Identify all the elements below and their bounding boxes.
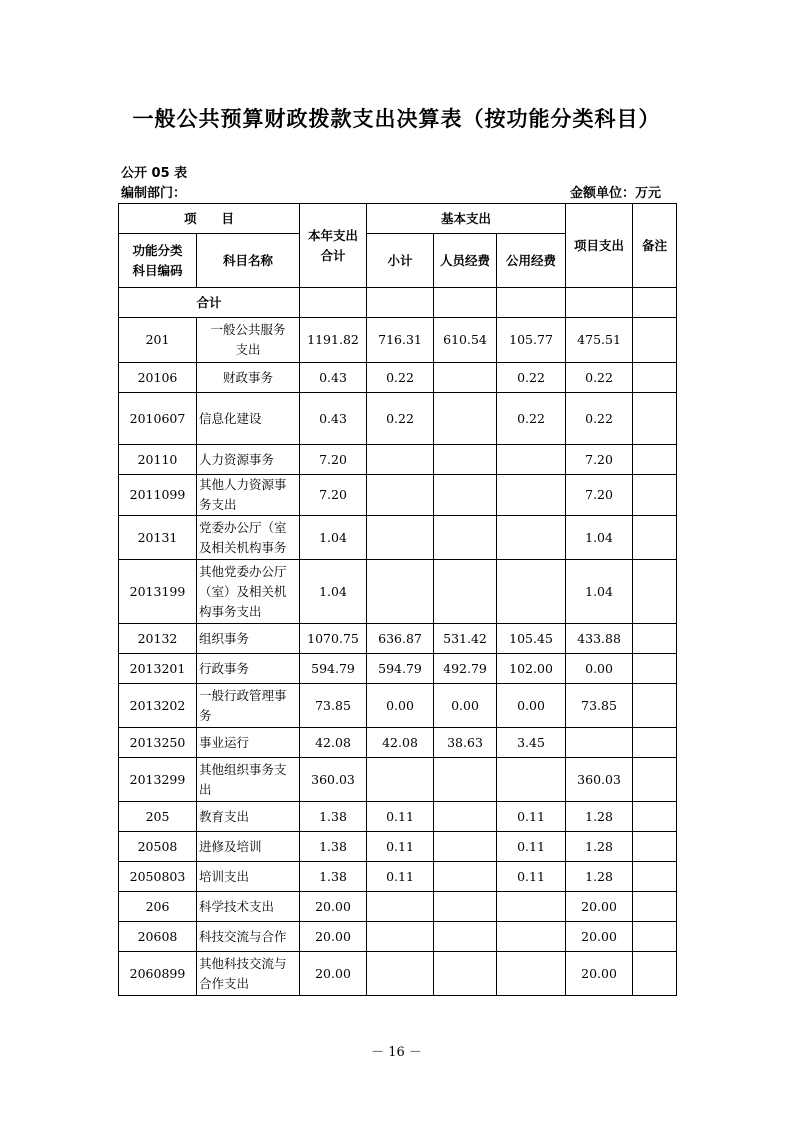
row-total: 20.00 bbox=[300, 892, 367, 922]
row-name: 其他人力资源事 务支出 bbox=[197, 475, 300, 516]
row-public-funds bbox=[497, 445, 566, 475]
table-row bbox=[119, 892, 677, 922]
row-public-funds bbox=[497, 922, 566, 952]
table-row bbox=[119, 475, 677, 516]
row-personnel: 531.42 bbox=[434, 624, 497, 654]
row-subtotal: 636.87 bbox=[367, 624, 434, 654]
total-cell bbox=[497, 288, 566, 318]
header-public-funds: 公用经费 bbox=[497, 234, 566, 288]
row-subtotal: 42.08 bbox=[367, 728, 434, 758]
row-total: 1.04 bbox=[300, 560, 367, 624]
row-project: 1.28 bbox=[566, 862, 633, 892]
row-total: 360.03 bbox=[300, 758, 367, 802]
row-total: 0.43 bbox=[300, 393, 367, 445]
row-project: 1.04 bbox=[566, 560, 633, 624]
row-project: 475.51 bbox=[566, 318, 633, 363]
row-personnel: 0.00 bbox=[434, 684, 497, 728]
header-row-1 bbox=[119, 204, 677, 234]
header-remarks: 备注 bbox=[633, 204, 677, 288]
row-public-funds: 105.45 bbox=[497, 624, 566, 654]
row-subtotal: 594.79 bbox=[367, 654, 434, 684]
row-total: 42.08 bbox=[300, 728, 367, 758]
row-project: 360.03 bbox=[566, 758, 633, 802]
row-public-funds bbox=[497, 560, 566, 624]
total-cell bbox=[566, 288, 633, 318]
row-code: 2050803 bbox=[119, 862, 197, 892]
unit-label: 金额单位：万元 bbox=[570, 186, 662, 201]
row-personnel: 610.54 bbox=[434, 318, 497, 363]
row-project: 7.20 bbox=[566, 445, 633, 475]
row-total: 20.00 bbox=[300, 952, 367, 996]
header-code: 功能分类 科目编码 bbox=[119, 234, 197, 288]
row-total: 594.79 bbox=[300, 654, 367, 684]
row-remark bbox=[633, 445, 677, 475]
total-cell bbox=[633, 288, 677, 318]
row-code: 205 bbox=[119, 802, 197, 832]
header-total: 本年支出 合计 bbox=[300, 204, 367, 288]
row-code: 2060899 bbox=[119, 952, 197, 996]
prepared-by-label: 编制部门： bbox=[121, 186, 187, 201]
row-total: 1.04 bbox=[300, 516, 367, 560]
row-code: 2011099 bbox=[119, 475, 197, 516]
row-project: 0.22 bbox=[566, 363, 633, 393]
row-code: 20131 bbox=[119, 516, 197, 560]
table-row bbox=[119, 758, 677, 802]
total-row bbox=[119, 288, 677, 318]
row-remark bbox=[633, 318, 677, 363]
row-total: 1070.75 bbox=[300, 624, 367, 654]
row-code: 2013199 bbox=[119, 560, 197, 624]
row-subtotal: 0.00 bbox=[367, 684, 434, 728]
table-number: 公开 05 表 bbox=[121, 166, 188, 181]
row-project: 1.04 bbox=[566, 516, 633, 560]
header-personnel: 人员经费 bbox=[434, 234, 497, 288]
table-row bbox=[119, 684, 677, 728]
table-row bbox=[119, 560, 677, 624]
page-title: 一般公共预算财政拨款支出决算表（按功能分类科目） bbox=[132, 107, 661, 131]
row-remark bbox=[633, 832, 677, 862]
row-remark bbox=[633, 684, 677, 728]
row-remark bbox=[633, 758, 677, 802]
table-row bbox=[119, 922, 677, 952]
row-remark bbox=[633, 393, 677, 445]
row-remark bbox=[633, 475, 677, 516]
row-remark bbox=[633, 922, 677, 952]
row-public-funds bbox=[497, 892, 566, 922]
row-project: 0.22 bbox=[566, 393, 633, 445]
row-name: 进修及培训 bbox=[197, 832, 300, 862]
row-name: 信息化建设 bbox=[197, 393, 300, 445]
row-remark bbox=[633, 624, 677, 654]
table-row bbox=[119, 654, 677, 684]
page-number: － 16 － bbox=[371, 1045, 422, 1060]
row-code: 20508 bbox=[119, 832, 197, 862]
row-project: 73.85 bbox=[566, 684, 633, 728]
table-row bbox=[119, 624, 677, 654]
row-name: 一般公共服务 支出 bbox=[197, 318, 300, 363]
row-project: 1.28 bbox=[566, 802, 633, 832]
row-remark bbox=[633, 892, 677, 922]
row-code: 2013201 bbox=[119, 654, 197, 684]
row-personnel bbox=[434, 758, 497, 802]
row-public-funds bbox=[497, 516, 566, 560]
row-public-funds: 0.11 bbox=[497, 832, 566, 862]
table-row bbox=[119, 363, 677, 393]
row-project: 7.20 bbox=[566, 475, 633, 516]
row-project: 20.00 bbox=[566, 892, 633, 922]
row-total: 1.38 bbox=[300, 862, 367, 892]
row-personnel bbox=[434, 560, 497, 624]
row-total: 1.38 bbox=[300, 832, 367, 862]
row-name: 培训支出 bbox=[197, 862, 300, 892]
row-subtotal bbox=[367, 892, 434, 922]
row-public-funds bbox=[497, 952, 566, 996]
header-name: 科目名称 bbox=[197, 234, 300, 288]
row-personnel bbox=[434, 445, 497, 475]
row-total: 20.00 bbox=[300, 922, 367, 952]
row-personnel: 38.63 bbox=[434, 728, 497, 758]
row-subtotal bbox=[367, 560, 434, 624]
row-name: 其他科技交流与 合作支出 bbox=[197, 952, 300, 996]
row-code: 2013202 bbox=[119, 684, 197, 728]
row-remark bbox=[633, 862, 677, 892]
table-row bbox=[119, 516, 677, 560]
row-total: 1.38 bbox=[300, 802, 367, 832]
row-code: 2013299 bbox=[119, 758, 197, 802]
row-name: 党委办公厅（室 及相关机构事务 bbox=[197, 516, 300, 560]
row-public-funds: 0.11 bbox=[497, 802, 566, 832]
row-code: 20110 bbox=[119, 445, 197, 475]
row-name: 其他组织事务支 出 bbox=[197, 758, 300, 802]
row-name: 教育支出 bbox=[197, 802, 300, 832]
row-name: 一般行政管理事 务 bbox=[197, 684, 300, 728]
row-code: 20132 bbox=[119, 624, 197, 654]
table-row bbox=[119, 832, 677, 862]
row-remark bbox=[633, 560, 677, 624]
row-code: 206 bbox=[119, 892, 197, 922]
row-remark bbox=[633, 654, 677, 684]
table-row bbox=[119, 728, 677, 758]
table-row bbox=[119, 802, 677, 832]
row-personnel bbox=[434, 393, 497, 445]
row-project: 20.00 bbox=[566, 952, 633, 996]
row-subtotal bbox=[367, 516, 434, 560]
total-label: 合计 bbox=[119, 288, 300, 318]
row-subtotal: 0.22 bbox=[367, 363, 434, 393]
row-subtotal: 0.11 bbox=[367, 832, 434, 862]
row-total: 73.85 bbox=[300, 684, 367, 728]
total-cell bbox=[434, 288, 497, 318]
row-name: 财政事务 bbox=[197, 363, 300, 393]
row-total: 7.20 bbox=[300, 475, 367, 516]
row-subtotal: 716.31 bbox=[367, 318, 434, 363]
total-cell bbox=[367, 288, 434, 318]
table-row bbox=[119, 393, 677, 445]
row-personnel bbox=[434, 862, 497, 892]
row-name: 人力资源事务 bbox=[197, 445, 300, 475]
row-name: 事业运行 bbox=[197, 728, 300, 758]
row-public-funds bbox=[497, 758, 566, 802]
row-code: 20106 bbox=[119, 363, 197, 393]
row-subtotal: 0.11 bbox=[367, 862, 434, 892]
row-subtotal: 0.11 bbox=[367, 802, 434, 832]
row-project: 1.28 bbox=[566, 832, 633, 862]
row-project: 433.88 bbox=[566, 624, 633, 654]
row-personnel bbox=[434, 363, 497, 393]
row-personnel bbox=[434, 952, 497, 996]
row-total: 1191.82 bbox=[300, 318, 367, 363]
table-row bbox=[119, 862, 677, 892]
row-name: 科学技术支出 bbox=[197, 892, 300, 922]
row-total: 7.20 bbox=[300, 445, 367, 475]
row-public-funds bbox=[497, 475, 566, 516]
budget-table bbox=[118, 203, 677, 996]
row-code: 20608 bbox=[119, 922, 197, 952]
row-personnel bbox=[434, 892, 497, 922]
row-personnel bbox=[434, 832, 497, 862]
table-row bbox=[119, 952, 677, 996]
header-subtotal: 小计 bbox=[367, 234, 434, 288]
row-public-funds: 0.11 bbox=[497, 862, 566, 892]
row-public-funds: 0.22 bbox=[497, 393, 566, 445]
row-remark bbox=[633, 952, 677, 996]
header-basic: 基本支出 bbox=[367, 204, 566, 234]
row-subtotal bbox=[367, 758, 434, 802]
row-code: 2013250 bbox=[119, 728, 197, 758]
row-name: 其他党委办公厅 （室）及相关机 构事务支出 bbox=[197, 560, 300, 624]
row-public-funds: 0.22 bbox=[497, 363, 566, 393]
row-name: 科技交流与合作 bbox=[197, 922, 300, 952]
row-personnel bbox=[434, 802, 497, 832]
row-remark bbox=[633, 728, 677, 758]
row-subtotal bbox=[367, 475, 434, 516]
row-total: 0.43 bbox=[300, 363, 367, 393]
row-name: 行政事务 bbox=[197, 654, 300, 684]
row-remark bbox=[633, 516, 677, 560]
row-subtotal bbox=[367, 445, 434, 475]
table-row bbox=[119, 318, 677, 363]
row-personnel bbox=[434, 516, 497, 560]
row-subtotal bbox=[367, 922, 434, 952]
total-cell bbox=[300, 288, 367, 318]
row-public-funds: 105.77 bbox=[497, 318, 566, 363]
row-public-funds: 102.00 bbox=[497, 654, 566, 684]
row-remark bbox=[633, 363, 677, 393]
row-code: 2010607 bbox=[119, 393, 197, 445]
row-subtotal bbox=[367, 952, 434, 996]
row-project: 0.00 bbox=[566, 654, 633, 684]
row-personnel bbox=[434, 475, 497, 516]
row-subtotal: 0.22 bbox=[367, 393, 434, 445]
row-personnel: 492.79 bbox=[434, 654, 497, 684]
header-project: 项目支出 bbox=[566, 204, 633, 288]
row-personnel bbox=[434, 922, 497, 952]
table-row bbox=[119, 445, 677, 475]
row-public-funds: 0.00 bbox=[497, 684, 566, 728]
row-name: 组织事务 bbox=[197, 624, 300, 654]
row-project bbox=[566, 728, 633, 758]
row-code: 201 bbox=[119, 318, 197, 363]
header-item: 项 目 bbox=[119, 204, 300, 234]
row-remark bbox=[633, 802, 677, 832]
row-public-funds: 3.45 bbox=[497, 728, 566, 758]
row-project: 20.00 bbox=[566, 922, 633, 952]
